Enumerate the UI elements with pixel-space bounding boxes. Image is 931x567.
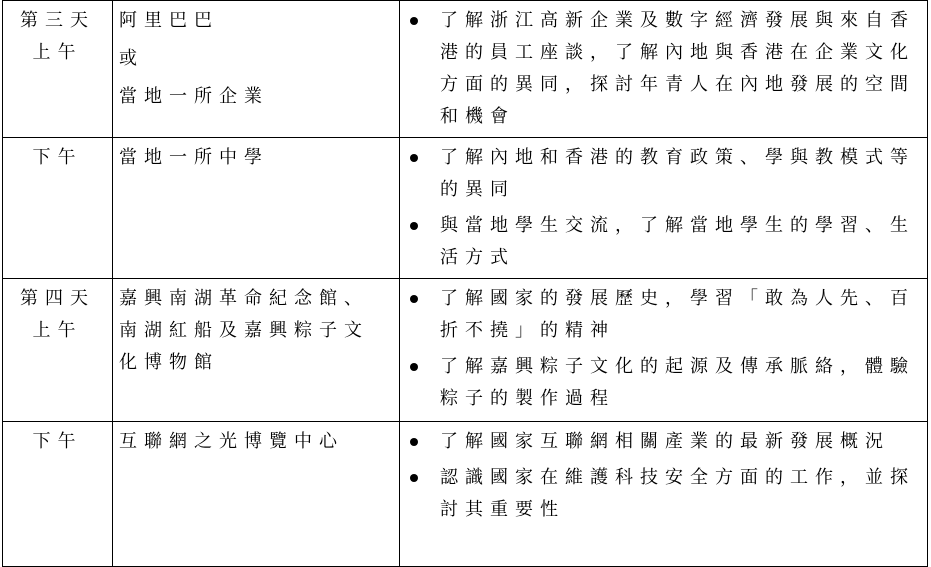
objective-text: 了解嘉興粽子文化的起源及傳承脈絡，體驗粽子的製作過程 <box>440 356 915 409</box>
bullet-icon <box>410 295 418 303</box>
objectives-list <box>406 5 921 133</box>
objectives-list <box>406 283 921 415</box>
objectives-list <box>406 142 921 274</box>
venue-label: 嘉興南湖革命紀念館、南湖紅船及嘉興粽子文化博物館 <box>119 288 369 373</box>
bullet-icon <box>410 222 418 230</box>
list-item <box>406 462 921 526</box>
list-item <box>406 210 921 274</box>
session-label: 上午 <box>32 320 83 341</box>
bullet-icon <box>410 363 418 371</box>
list-item <box>406 142 921 206</box>
venue-label: 或 <box>119 48 144 69</box>
table-row <box>3 1 928 138</box>
objectives-cell <box>400 1 928 138</box>
table-row <box>3 279 928 422</box>
objectives-cell <box>400 422 928 567</box>
time-cell <box>3 422 113 567</box>
venue-cell <box>113 279 400 422</box>
objective-text: 與當地學生交流，了解當地學生的學習、生活方式 <box>440 215 915 268</box>
session-label: 上午 <box>32 42 83 63</box>
venue-label: 互聯網之光博覽中心 <box>119 431 344 452</box>
time-cell <box>3 1 113 138</box>
list-item <box>406 351 921 415</box>
objective-text: 了解國家互聯網相關產業的最新發展概況 <box>440 431 890 452</box>
bullet-icon <box>410 154 418 162</box>
session-label: 下午 <box>32 431 83 452</box>
time-cell <box>3 138 113 279</box>
itinerary-table <box>2 0 928 567</box>
bullet-icon <box>410 438 418 446</box>
objective-text: 了解內地和香港的教育政策、學與教模式等的異同 <box>440 147 915 200</box>
objectives-cell <box>400 279 928 422</box>
objectives-cell <box>400 138 928 279</box>
objectives-list <box>406 426 921 526</box>
day-label: 第三天 <box>20 10 95 31</box>
session-label: 下午 <box>32 147 83 168</box>
list-item <box>406 5 921 133</box>
venue-cell <box>113 422 400 567</box>
objective-text: 認識國家在維護科技安全方面的工作，並探討其重要性 <box>440 467 915 520</box>
day-label: 第四天 <box>20 288 95 309</box>
objective-text: 了解國家的發展歷史，學習「敢為人先、百折不撓」的精神 <box>440 288 915 341</box>
table-row <box>3 138 928 279</box>
table-row <box>3 422 928 567</box>
list-item <box>406 426 921 458</box>
bullet-icon <box>410 474 418 482</box>
list-item <box>406 283 921 347</box>
venue-label: 阿里巴巴 <box>119 10 219 31</box>
objective-text: 了解浙江高新企業及數字經濟發展與來自香港的員工座談，了解內地與香港在企業文化方面的異同，探討年青人在內地發展的空間和機會 <box>440 10 915 127</box>
venue-cell <box>113 1 400 138</box>
venue-label: 當地一所企業 <box>119 86 269 107</box>
venue-cell <box>113 138 400 279</box>
bullet-icon <box>410 17 418 25</box>
venue-label: 當地一所中學 <box>119 147 269 168</box>
time-cell <box>3 279 113 422</box>
